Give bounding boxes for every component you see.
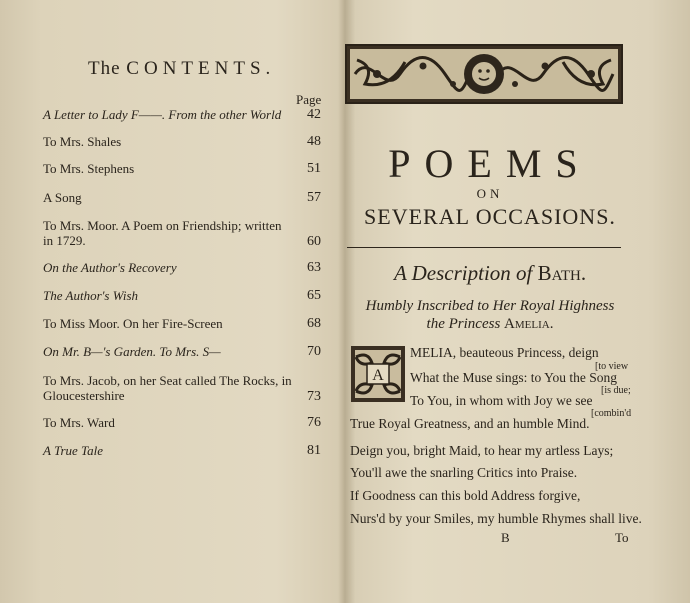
verse-line: MELIA, beauteous Princess, deign [410, 345, 599, 360]
toc-entry [43, 344, 321, 359]
toc-entry-title: On the Author's Recovery [43, 260, 177, 275]
toc-entry-page: 76 [307, 415, 321, 430]
dedication-line: the Princess [426, 316, 501, 332]
title-prefix: The [88, 58, 121, 79]
verse-line: You'll awe the snarling Critics into Praise. [350, 465, 578, 480]
toc-entry-title: A Song [43, 190, 82, 205]
toc-entry [43, 218, 321, 248]
poem-title-caps: Bath. [537, 261, 587, 285]
poem-title [345, 261, 635, 286]
toc-entry [43, 443, 321, 458]
toc-entry-title: To Mrs. Moor. A Poem on Friendship; written in 1729. [43, 218, 282, 248]
toc-entry [43, 107, 321, 122]
toc-entry-page: 70 [307, 344, 321, 359]
toc-entry-page: 51 [307, 161, 321, 176]
toc-entry-page: 60 [307, 234, 321, 249]
toc-entry-title: To Mrs. Stephens [43, 161, 135, 176]
ornamental-drop-cap [350, 345, 406, 403]
page-column-heading: Page [296, 92, 322, 107]
toc-entry-title: A True Tale [43, 443, 103, 458]
drop-cap-letter: A [372, 367, 384, 384]
verse-line: To You, in whom with Joy we see [410, 393, 593, 408]
toc-entry-title: To Mrs. Jacob, on her Seat called The Rocks, in Gloucestershire [43, 373, 292, 403]
toc-entry-title: A Letter to Lady F——. From the other World [43, 107, 282, 122]
title-main: CONTENTS. [126, 58, 276, 79]
verse-carryover: [combin'd [591, 408, 632, 419]
toc-entry [43, 316, 321, 331]
book-headline: POEMS [388, 141, 592, 186]
verse-carryover: [to view [595, 361, 629, 372]
toc-entry-page: 63 [307, 260, 321, 275]
signature-mark: B [501, 530, 510, 545]
poem-dedication [345, 297, 635, 333]
toc-entry-title: To Mrs. Shales [43, 134, 122, 149]
toc-entry-title: To Mrs. Ward [43, 415, 115, 430]
dedication-line: Humbly Inscribed to Her Royal Highness [365, 298, 615, 314]
title-rule [347, 247, 621, 248]
toc-entry [43, 161, 321, 176]
headline-occasions: SEVERAL OCCASIONS. [364, 204, 616, 229]
toc-entry-page: 42 [307, 107, 321, 122]
verse-line: If Goodness can this bold Address forgive, [350, 488, 581, 503]
toc-entry-title: On Mr. B—'s Garden. To Mrs. S— [43, 344, 221, 359]
contents-page [0, 0, 343, 603]
toc-entry [43, 288, 321, 303]
verse-line: Deign you, bright Maid, to hear my artless Lays; [350, 443, 614, 458]
toc-entry-page: 68 [307, 316, 321, 331]
catchword: To [615, 530, 629, 545]
poem-page [345, 0, 690, 603]
toc-entry [43, 190, 321, 205]
verse-carryover: [is due; [601, 385, 631, 396]
verse-line: True Royal Greatness, and an humble Mind. [350, 416, 590, 431]
contents-title [88, 58, 275, 80]
toc-entry-page: 57 [307, 190, 321, 205]
toc-entry-title: To Miss Moor. On her Fire-Screen [43, 316, 223, 331]
dedication-name: Amelia. [504, 316, 554, 332]
toc-entry-page: 48 [307, 134, 321, 149]
toc-entry-page: 73 [307, 389, 321, 404]
headline-on: ON [476, 186, 504, 201]
verse-line: Nurs'd by your Smiles, my humble Rhymes shall live. [350, 511, 642, 526]
headpiece-ornament [345, 44, 623, 104]
toc-entry [43, 415, 321, 430]
toc-entry [43, 134, 321, 149]
poem-title-italic: A Description of [393, 261, 533, 285]
verse-line: What the Muse sings: to You the Song [410, 370, 618, 385]
toc-entry-page: 81 [307, 443, 321, 458]
toc-entry [43, 373, 321, 403]
toc-entry-title: The Author's Wish [43, 288, 138, 303]
toc-entry-page: 65 [307, 288, 321, 303]
toc-entry [43, 260, 321, 275]
